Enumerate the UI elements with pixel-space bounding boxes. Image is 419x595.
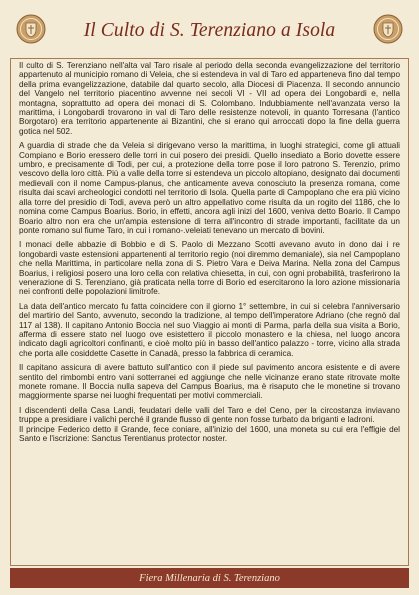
paragraph: Il capitano assicura di avere battuto sull'antico con il piede sul pavimento ancora esistente e di avere sentito del rimbombi entro vani sotterranei ed aggiunge che nelle vicinanze erano state ritrovate molte monete romane. Il Boccia nulla sapeva del Campus Boarius, ma è risaputo che le monetine si trovano maggiormente sparse nei luoghi frequentati per motivi commerciali. <box>19 363 400 401</box>
coat-of-arms-seal-icon <box>16 14 46 44</box>
paragraph: I discendenti della Casa Landi, feudatari delle valli del Taro e del Ceno, per la circostanza inviavano truppe a presidiare i valichi perché il grande flusso di gente non fosse turbato da briganti e ladroni. Il principe Federico detto il Grande, fece coniare, all'inizio del 1600, una moneta su cui era l'effigie del Santo e l'iscrizione: Sanctus Terentianus protector noster. <box>19 405 400 444</box>
coat-of-arms-seal-icon <box>373 14 403 44</box>
header <box>0 0 419 62</box>
footer-caption: Fiera Millenaria di S. Terenziano <box>139 572 280 584</box>
footer-band <box>10 568 409 588</box>
article-body <box>10 58 409 566</box>
paragraph: A guardia di strade che da Veleia si dirigevano verso la marittima, in luoghi strategici, come gli attuali Compiano e Borio eressero delle torri in cui posero dei presidi. Quello insediato a Borio dovette essere umbro, e precisamente di Todi, per cui, a protezione della torre pose il loro patrono S. Terenzio, primo vescovo della loro città. Più a valle della torre si estendeva un piccolo altopiano, designato dai documenti medievali con il nome Campus-planus, che anticamente aveva conosciuto la presenza romana, come risulta dai scavi archeologici condotti nel territorio di Isola. Quella parte di Campoplano che era più vicino alla torre del presidio di Todi, aveva però un altro appellativo come risulta da un rogito del 1186, che lo nomina come Campus Boarius. Borio, in effetti, ancora agli inizi del 1600, veniva detto Boario. Il Campo Boario altro non era che un'ampia estensione di terra all'incontro di strade importanti, facilitate da un ponte romano sul fiume Taro, in cui i romano-.veleiati tenevano un mercato di bovini. <box>19 141 400 235</box>
paragraph: I monaci delle abbazie di Bobbio e di S. Paolo di Mezzano Scotti avevano avuto in dono dai i re longobardi vaste estensioni appartenenti al territorio regio (noi diremmo demaniale), sia nel Campoplano che nella Marittima, in particolare nella zona di S. Pietro Vara e Deiva Marina. Nella zona del Campus Boarius, i religiosi posero una loro cella con relativa chiesetta, in cui, con ogni probabilità, trasferirono la venerazione di S. Terenziano, già praticata nella torre di Borio ed esercitarono la loro azione missionaria nei confronti delle popolazioni limitrofe. <box>19 240 400 297</box>
paragraph: Il culto di S. Terenziano nell'alta val Taro risale al periodo della seconda evangelizzazione del territorio appartenuto al municipio romano di Veleia, che si estendeva in val di Taro ed apparteneva fino dal tempo della prima evangelizzazione, databile dal quarto secolo, alla Diocesi di Piacenza. Il secondo annuncio del Vangelo nel territorio piacentino avvenne nei secoli VI - VII ad opera dei Longobardi e, nella montagna, soprattutto ad opera dei monaci di S. Colombano. Indubbiamente nell'avanzata verso la marittima, i Longobardi trovarono in val di Taro delle resistenze notevoli, in quanto Torresana (l'antico Borgotaro) era territorio appartenente ai Bizantini, che si erano qui arroccati dopo la fine della guerra gotica nel 502. <box>19 61 400 136</box>
paragraph: La data dell'antico mercato fu fatta coincidere con il giorno 1° settembre, in cui si celebra l'anniversario del martirio del Santo, avvenuto, secondo la tradizione, al tempo dell'imperatore Adriano (che regnò dal 117 al 138). Il capitano Antonio Boccia nel suo Viaggio ai monti di Parma, parla della sua visita a Borio, afferma di essere stato nel luogo ove esistettero il piccolo monastero e la chiesa, nel luogo ancora indicato dagli agricoltori confinanti, e cioè molto più in basso dell'antico palazzo - torre, vicino alla strada che porta alle cosiddette Casette in Canadà, presso la fabbrica di ceramica. <box>19 301 400 358</box>
page-title: Il Culto di S. Terenziano a Isola <box>83 20 336 41</box>
